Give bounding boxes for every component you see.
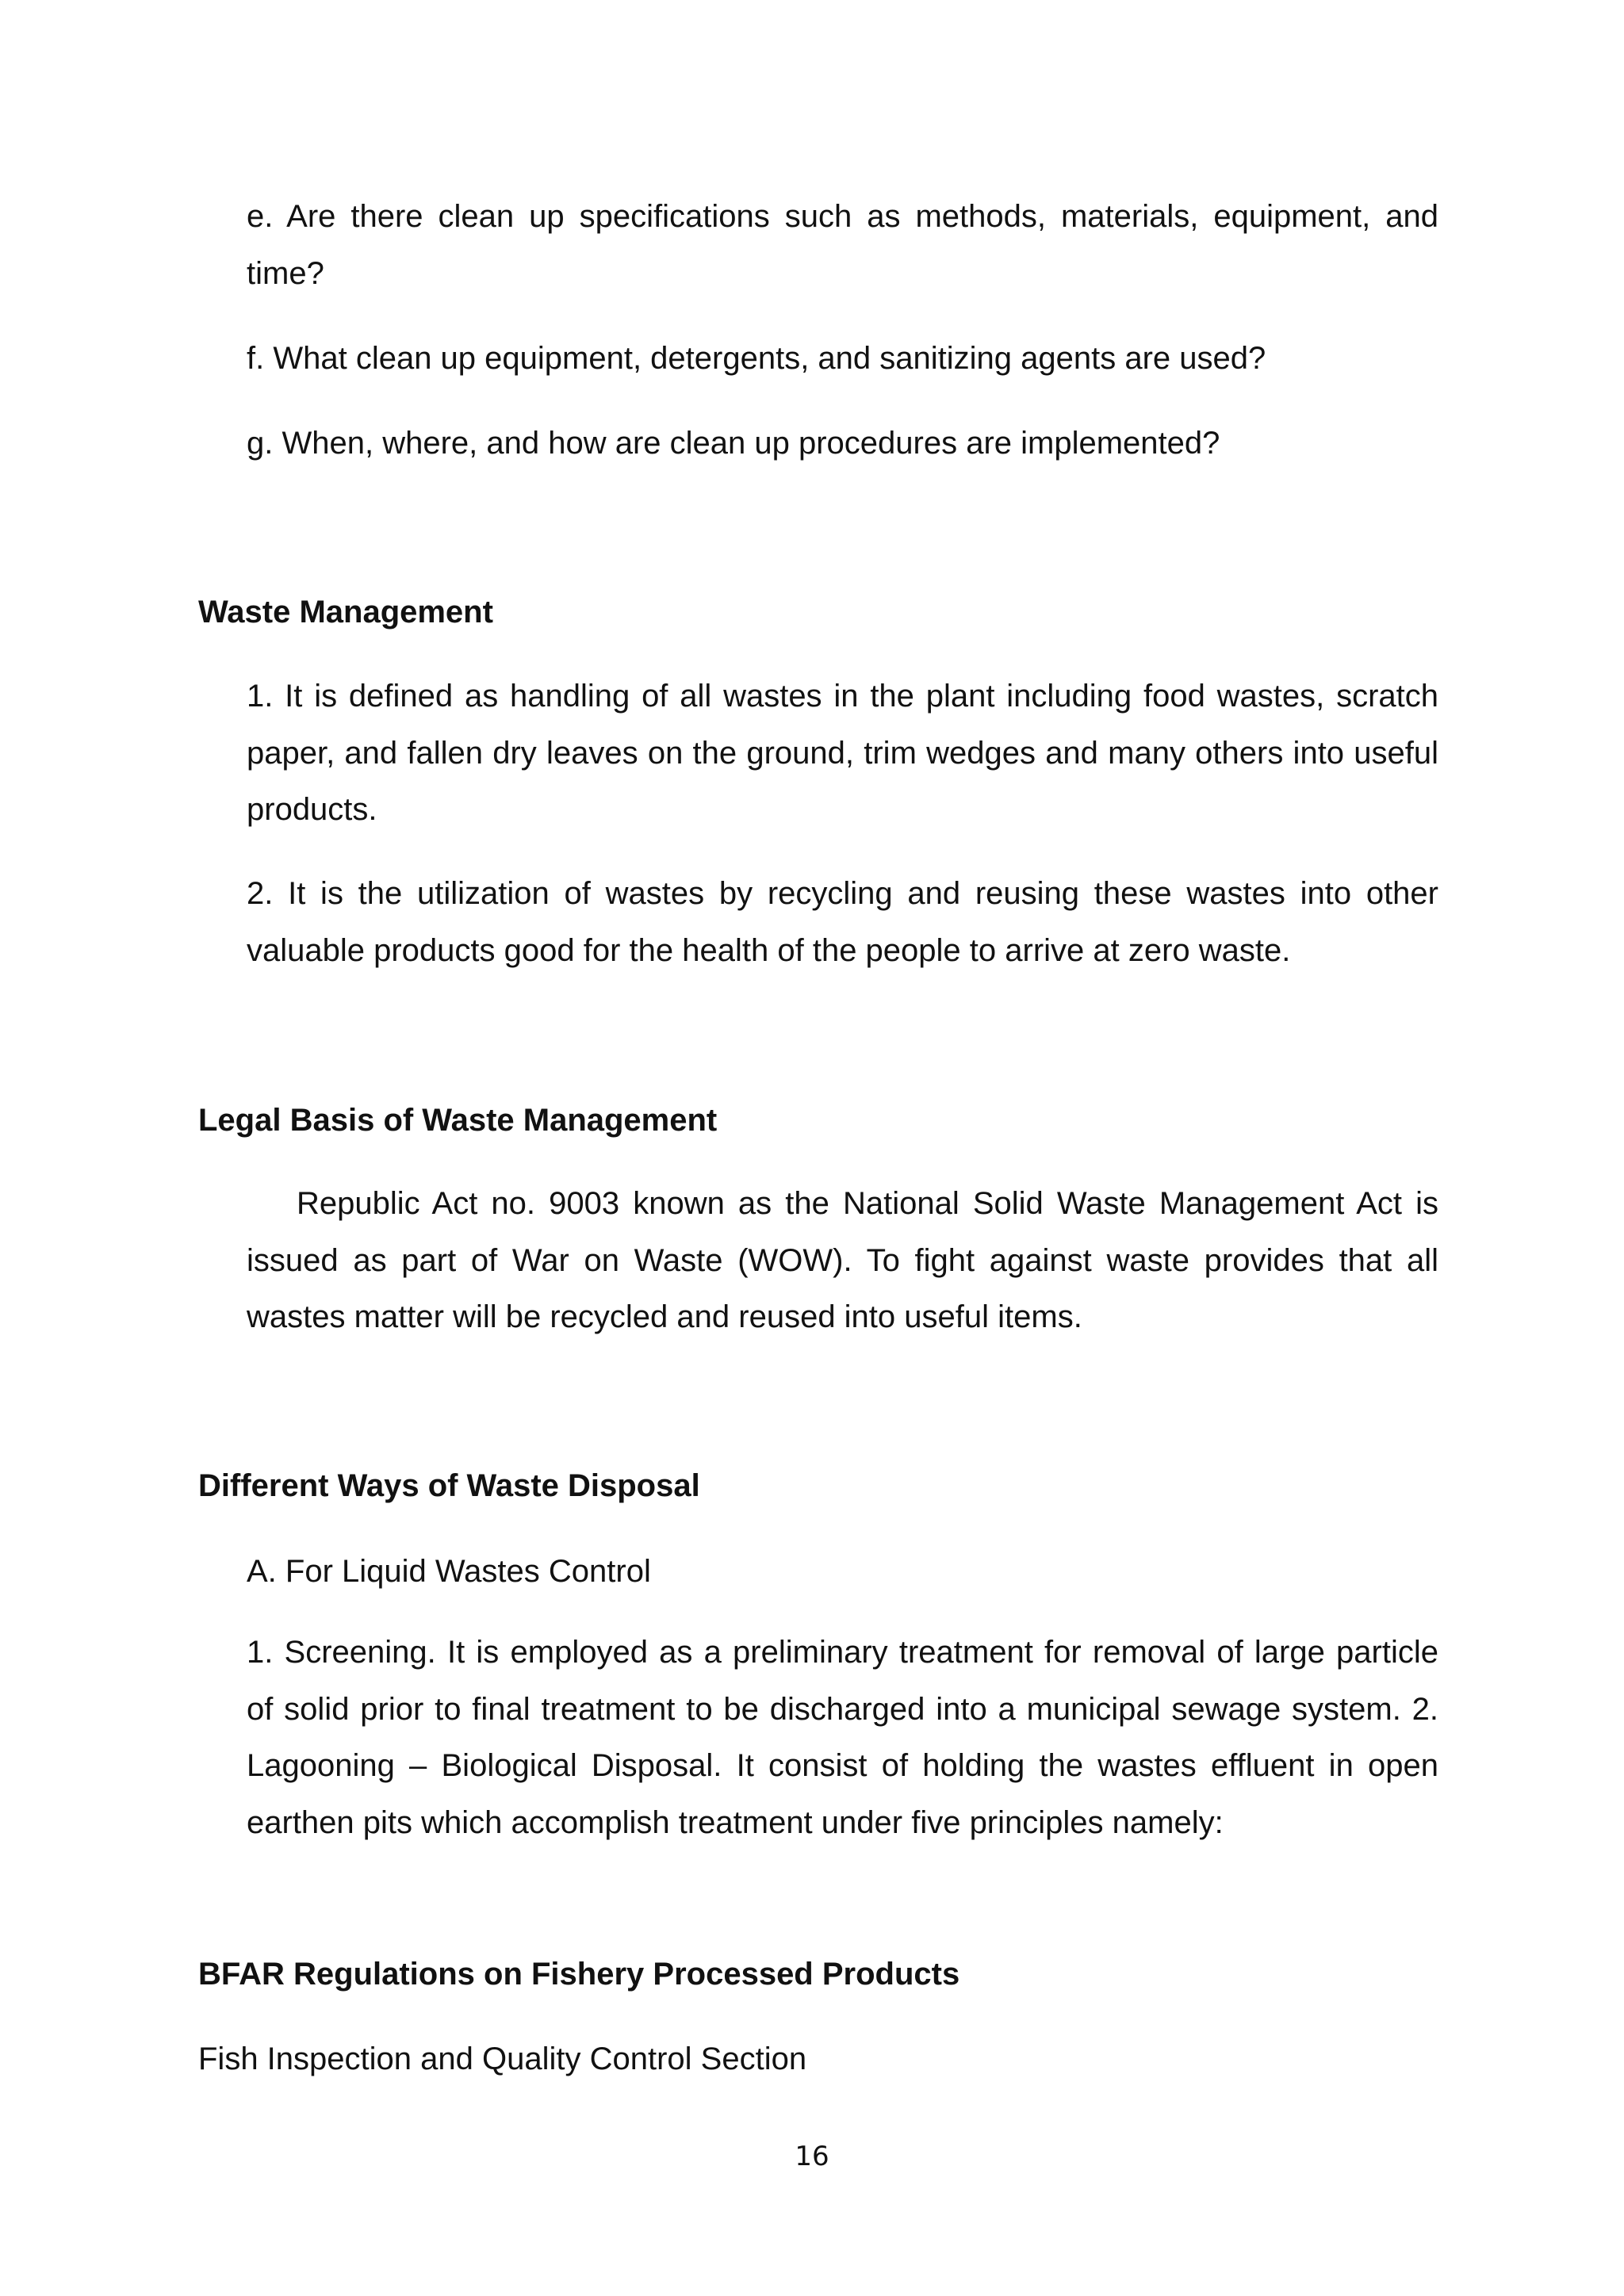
heading-waste-disposal: Different Ways of Waste Disposal <box>198 1468 700 1503</box>
waste-management-item-1: 1. It is defined as handling of all wastes in the plant including food wastes, scratch paper, and fallen dry leaves on the ground, trim wedges and many others into useful products. <box>247 679 1438 827</box>
liquid-wastes-subheading: A. For Liquid Wastes Control <box>247 1554 651 1589</box>
item-e: e. Are there clean up specifications such as methods, materials, equipment, and time? <box>247 199 1438 291</box>
waste-disposal-paragraph: 1. Screening. It is employed as a preliminary treatment for removal of large particle of solid prior to final treatment to be discharged into a municipal sewage system. 2. Lagooning – Biological Disposal. It consist of holding the wastes effluent in open earthen pits which accomplish treatment under five principles namely: <box>247 1635 1438 1840</box>
page-number: 16 <box>795 2141 829 2172</box>
waste-management-item-2: 2. It is the utilization of wastes by recycling and reusing these wastes into other valuable products good for the health of the people to arrive at zero waste. <box>247 876 1438 968</box>
heading-legal-basis: Legal Basis of Waste Management <box>198 1103 718 1138</box>
item-g: g. When, where, and how are clean up procedures are implemented? <box>247 426 1220 461</box>
fish-inspection-line: Fish Inspection and Quality Control Section <box>198 2042 807 2076</box>
heading-bfar-regulations: BFAR Regulations on Fishery Processed Products <box>198 1957 960 1992</box>
legal-basis-paragraph: Republic Act no. 9003 known as the National Solid Waste Management Act is issued as part of War on Waste (WOW). To fight against waste provides that all wastes matter will be recycled and reused into useful items. <box>247 1186 1438 1334</box>
item-f: f. What clean up equipment, detergents, and sanitizing agents are used? <box>247 341 1266 376</box>
heading-waste-management: Waste Management <box>198 595 493 629</box>
